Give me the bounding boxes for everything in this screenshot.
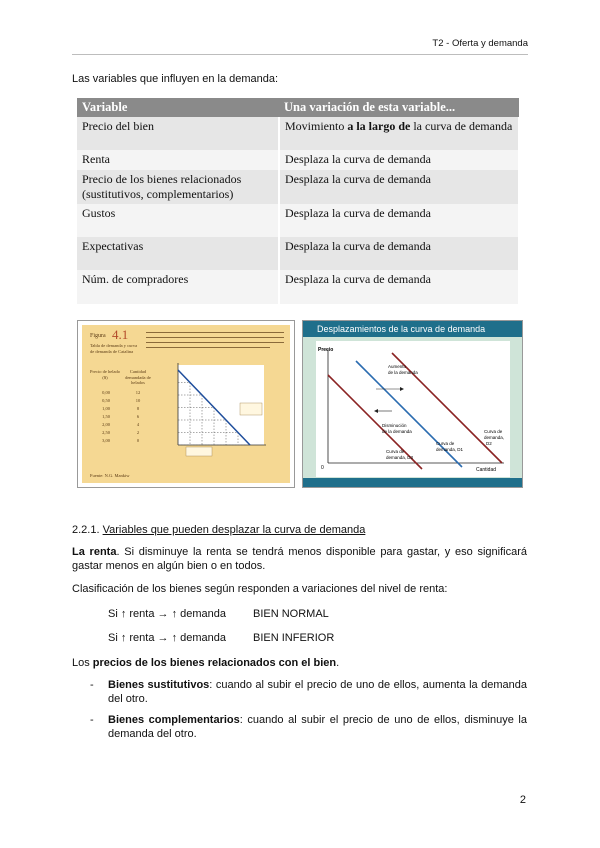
- demand-shift-chart: [316, 341, 510, 477]
- paragraph-clasificacion: Clasificación de los bienes según responden a variaciones del nivel de renta:: [72, 583, 448, 595]
- intro-text: Las variables que influyen en la demanda:: [72, 73, 279, 85]
- paragraph-bienes-relacionados: Los precios de los bienes relacionados con el bien.: [72, 657, 340, 669]
- figure-description-text: [146, 330, 284, 358]
- demand-variables-table: [77, 98, 520, 304]
- table-cell: Precio de los bienes relacionados (sustitutivos, complementarios): [77, 170, 279, 204]
- figure-caption: Tabla de demanda y curva de demanda de Catalina: [90, 343, 138, 354]
- table-cell: Desplaza la curva de demanda: [279, 150, 519, 170]
- table-row: [77, 270, 519, 304]
- table-cell: Desplaza la curva de demanda: [279, 170, 519, 204]
- rule-bien-normal: Si ↑ renta → ↑ demanda BIEN NORMAL: [108, 608, 329, 620]
- figure-number: 4.1: [112, 327, 129, 342]
- section-heading: 2.2.1. Variables que pueden desplazar la curva de demanda: [72, 524, 366, 536]
- svg-text:demanda,: demanda,: [484, 435, 505, 440]
- svg-text:demanda, D1: demanda, D1: [436, 447, 464, 452]
- svg-text:Curva de: Curva de: [386, 449, 405, 454]
- demand-curve-chart: [164, 359, 282, 463]
- schedule-row: 0,00 12: [102, 390, 141, 395]
- schedule-row: 2,00 4: [102, 422, 140, 427]
- table-cell: Núm. de compradores: [77, 270, 279, 304]
- svg-text:Curva de: Curva de: [484, 429, 503, 434]
- table-cell: Desplaza la curva de demanda: [279, 204, 519, 237]
- figure-label: Figura: [90, 333, 106, 339]
- table-header-variation: Una variación de esta variable...: [279, 98, 519, 117]
- schedule-row: 2,50 2: [102, 430, 140, 435]
- page-number: 2: [519, 794, 526, 806]
- list-item: - Bienes complementarios: cuando al subir el precio de uno de ellos, disminuye la demanda del otro.: [90, 714, 527, 740]
- table-cell: Precio del bien: [77, 117, 279, 150]
- table-row: [77, 150, 519, 170]
- schedule-row: 1,50 6: [102, 414, 140, 419]
- y-axis-label: Precio: [318, 347, 334, 353]
- table-row: [77, 170, 519, 204]
- svg-text:de la demanda: de la demanda: [382, 429, 412, 434]
- schedule-col-price: Precio de helado ($): [90, 369, 120, 380]
- schedule-row: 0,50 10: [102, 398, 141, 403]
- table-row: [77, 117, 519, 150]
- table-row: [77, 237, 519, 270]
- table-row: [77, 204, 519, 237]
- table-cell: Expectativas: [77, 237, 279, 270]
- svg-text:Curva de: Curva de: [436, 441, 455, 446]
- table-header-variable: Variable: [77, 98, 279, 117]
- figure-source: Fuente: N.G. Mankiw: [90, 473, 130, 478]
- label-disminucion: Disminución: [382, 423, 407, 428]
- rule-bien-inferior: Si ↑ renta → ↑ demanda BIEN INFERIOR: [108, 632, 335, 644]
- table-cell: Gustos: [77, 204, 279, 237]
- table-cell: Movimiento a la largo de la curva de demanda: [279, 117, 519, 150]
- svg-text:de la demanda: de la demanda: [388, 370, 418, 375]
- page-header: [72, 38, 528, 55]
- demand-schedule: [90, 389, 154, 445]
- label-aumento: Aumento: [388, 364, 407, 369]
- schedule-row: 3,00 0: [102, 438, 140, 443]
- paragraph-renta: La renta. Si disminuye la renta se tendrá menos disponible para gastar, y eso significará gastar menos en algún bien o en todos.: [72, 546, 527, 572]
- figure-title: Desplazamientos de la curva de demanda: [303, 321, 522, 337]
- origin-label: 0: [321, 465, 324, 471]
- schedule-col-quantity: Cantidad demandada de helados: [125, 369, 151, 385]
- figure-demand-shifts: [302, 320, 523, 488]
- svg-text:demanda, D3: demanda, D3: [386, 455, 414, 460]
- table-cell: Desplaza la curva de demanda: [279, 270, 519, 304]
- list-item: - Bienes sustitutivos: cuando al subir el precio de uno de ellos, aumenta la demanda del otro.: [90, 679, 527, 705]
- figure-demand-schedule: [77, 320, 295, 488]
- table-cell: Desplaza la curva de demanda: [279, 237, 519, 270]
- header-title: T2 - Oferta y demanda: [432, 38, 528, 49]
- x-axis-label: Cantidad: [476, 467, 497, 473]
- schedule-row: 1,00 8: [102, 406, 140, 411]
- table-cell: Renta: [77, 150, 279, 170]
- svg-text:D2: D2: [486, 441, 492, 446]
